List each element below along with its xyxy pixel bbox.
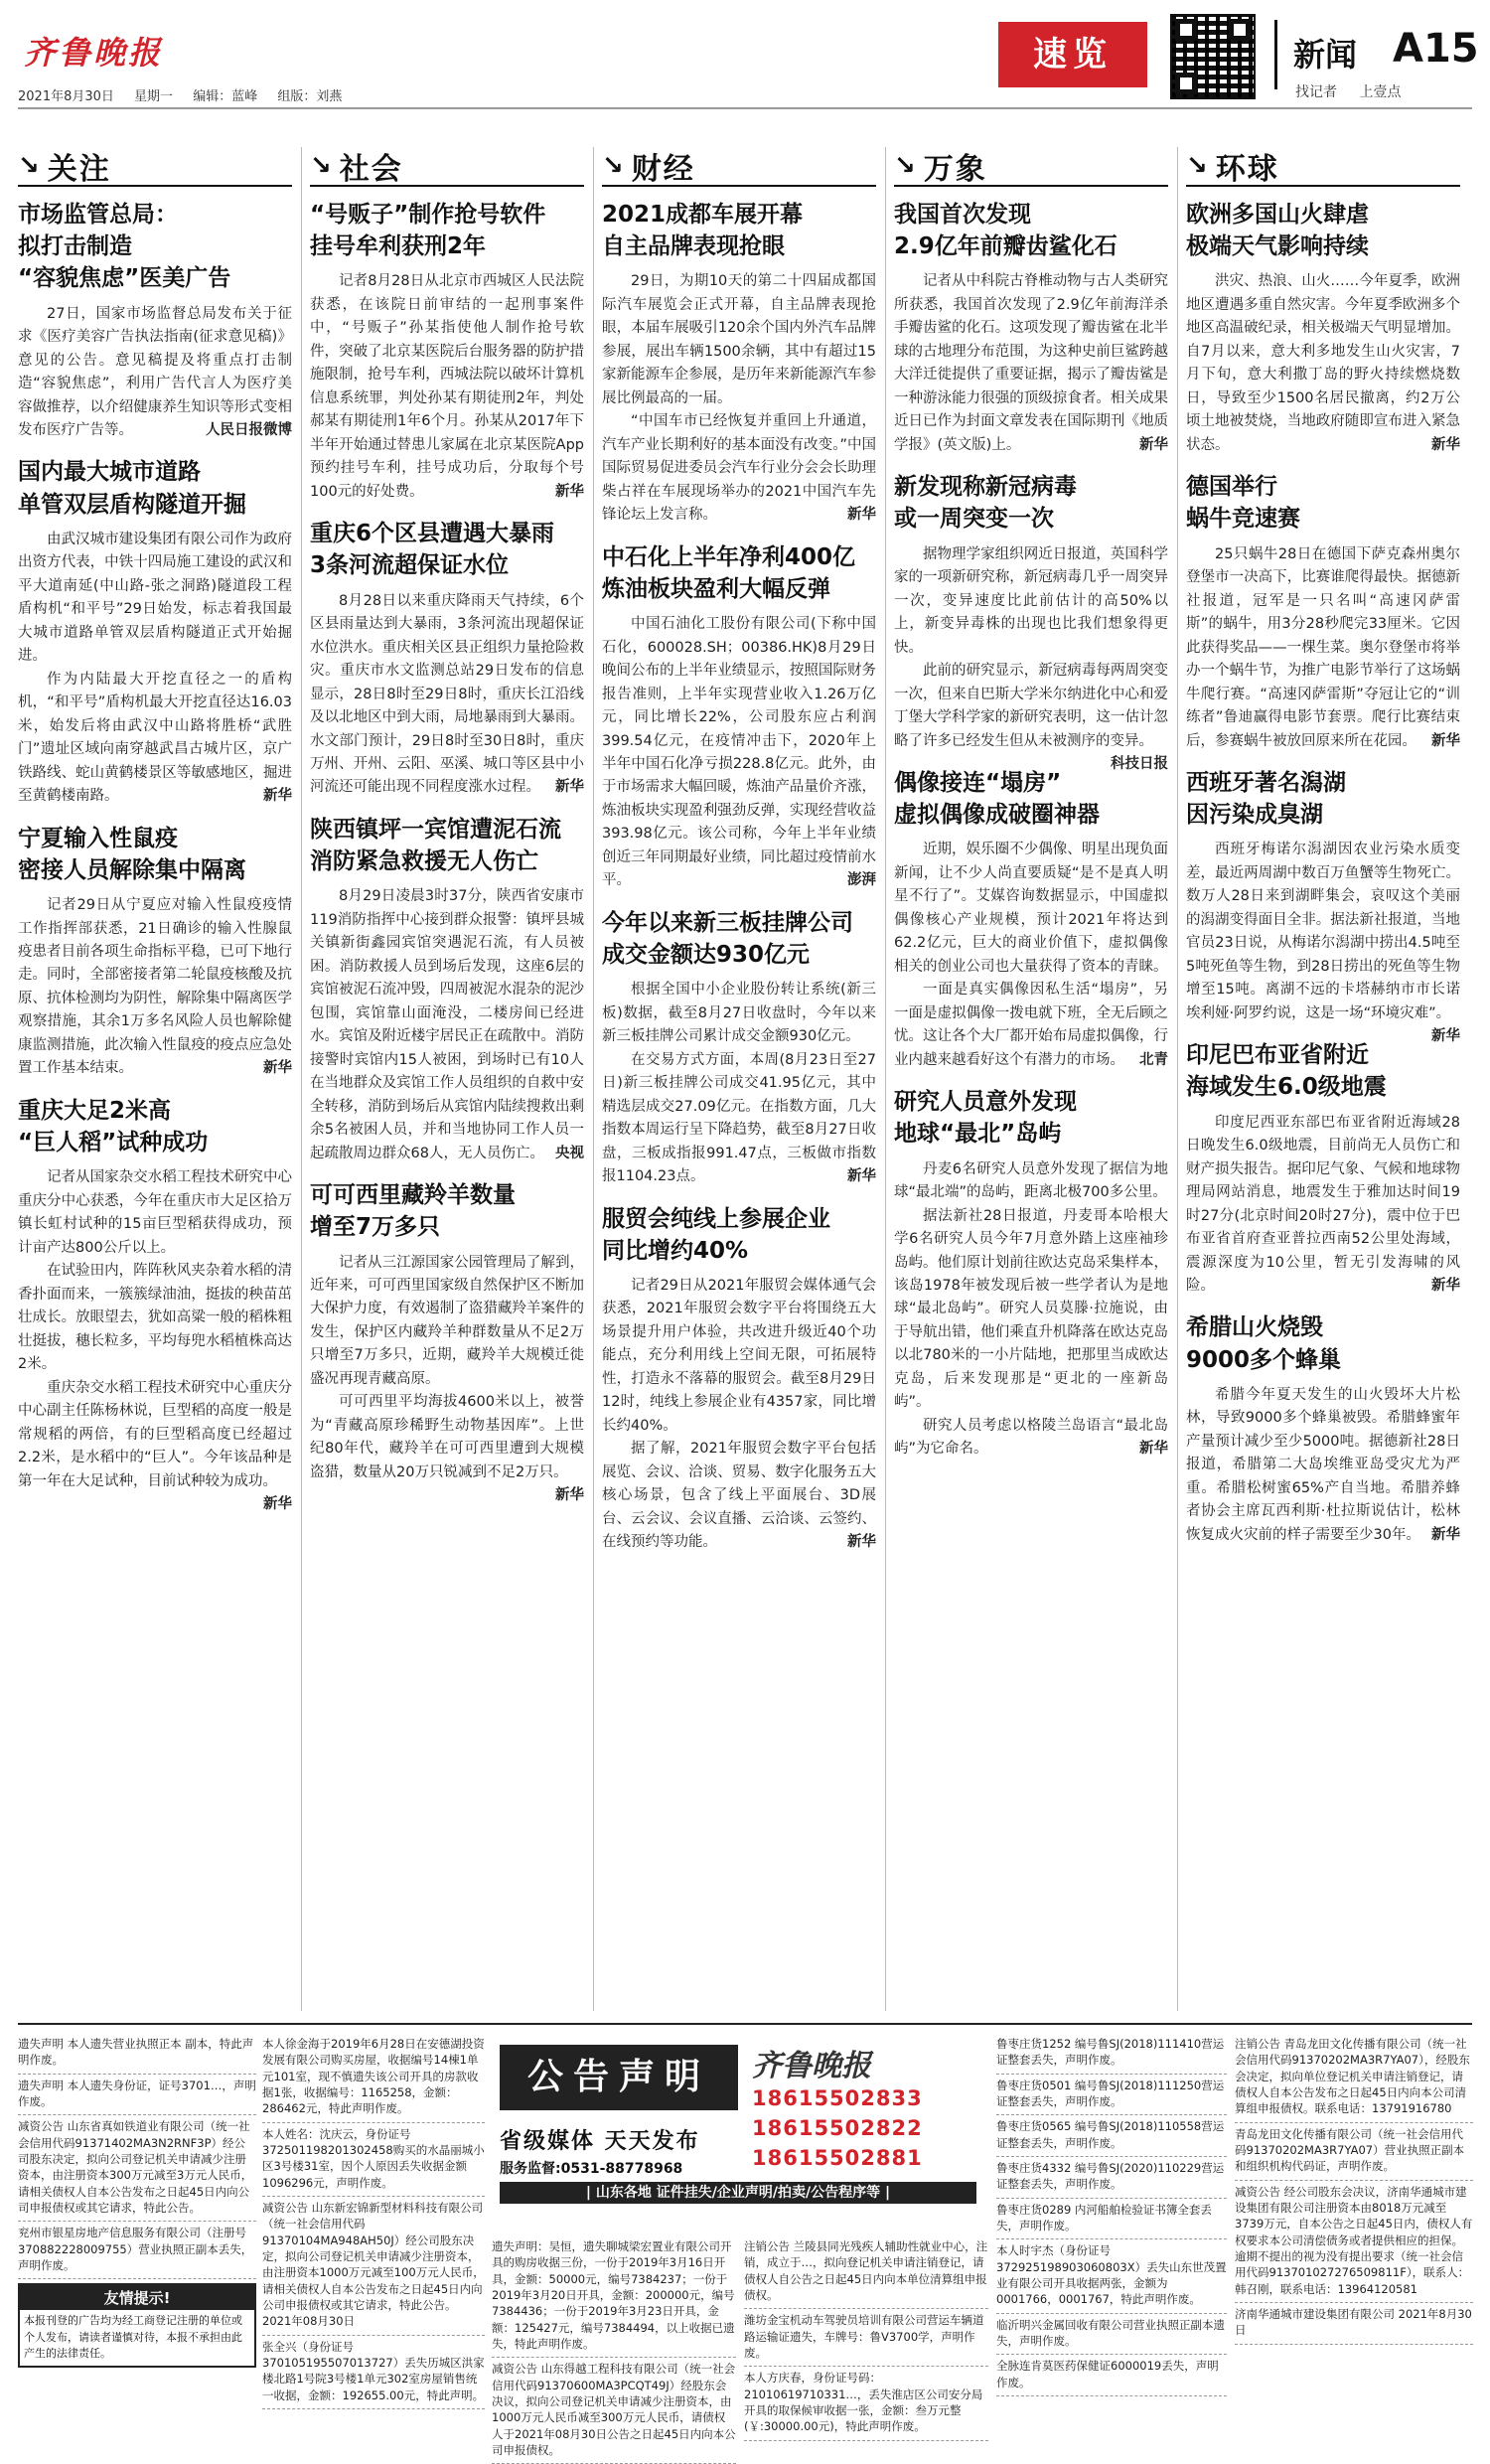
article	[310, 518, 584, 800]
article-paragraph: 印度尼西亚东部巴布亚省附近海域28日晚发生6.0级地震，目前尚无人员伤亡和财产损失报告。据印尼气象、气候和地球物理局网站消息，地震发生于雅加达时间19时27分(北京时间20时27分)，震中位于巴布亚省首府查亚普拉西南52公里处海域，震源深度为10公里，暂无引发海啸的风险。 新华	[1186, 1112, 1460, 1299]
article-source: 新华	[1431, 436, 1460, 453]
article-source: 新华	[555, 483, 584, 500]
article-paragraph: 25只蜗牛28日在德国下萨克森州奥尔登堡市一决高下，比赛谁爬得最快。据德新社报道，冠军是一只名叫“高速冈萨雷斯”的蜗牛，用3分28秒爬完33厘米。它因此获得奖品——一棵生菜。奥尔登堡市将举办一个蜗牛节，为推广电影节举行了这场蜗牛爬行赛。“高速冈萨雷斯”夺冠让它的“训练者”鲁迪赢得电影节套票。爬行比赛结束后，参赛蜗牛被放回原来所在花园。 新华	[1186, 543, 1460, 753]
qr-code-icon[interactable]	[1170, 14, 1256, 99]
classified-ad: 青岛龙田文化传播有限公司（统一社会信用代码91370202MA3R7YA07）营业执照正副本和组织机构代码证，声明作废。	[1235, 2123, 1473, 2181]
classified-ad: 临沂明兴金属回收有限公司营业执照正副本遗失，声明作废。	[996, 2314, 1227, 2356]
article-paragraph: 记者从三江源国家公园管理局了解到，近年来，可可西里国家级自然保护区不断加大保护力度，有效遏制了盗猎藏羚羊案件的发生，保护区内藏羚羊种群数量从不足2万只增至7万多只，近期，藏羚羊大规模迁徙盛况再现青藏高原。	[310, 1254, 584, 1387]
classified-col-3	[492, 2235, 736, 2457]
article-paragraph: 西班牙梅诺尔潟湖因农业污染水质变差，最近两周湖中数百万鱼蟹等生物死亡。数万人28日来到湖畔集会，哀叹这个美丽的潟湖变得面目全非。据法新社报道，当地官员23日说，从梅诺尔潟湖中捞出4.5吨至5吨死鱼等生物，到28日捞出的死鱼等生物增至15吨。离湖不远的卡塔赫纳市市长诺埃利娅·阿罗约说，这是一场“环境灾难”。 新华	[1186, 839, 1460, 1025]
article-headline[interactable]: 西班牙著名潟湖 因污染成臭湖	[1186, 769, 1346, 829]
tips-body: 本报刊登的广告均为经工商登记注册的单位或个人发布，请读者谨慎对待，本报不承担由此产生的法律责任。	[24, 2314, 242, 2361]
classified-ad: 本人姓名：沈庆云，身份证号372501198201302458购买的水晶丽城小区3号楼31室，因个人原因丢失收据金额1096296元，声明作废。	[262, 2123, 485, 2197]
column-header	[894, 147, 1168, 187]
article-headline[interactable]: 国内最大城市道路 单管双层盾构隧道开掘	[18, 459, 246, 518]
article-paragraph: 根据全国中小企业股份转让系统(新三板)数据，截至8月27日收盘时，今年以来新三板挂牌公司累计成交金额930亿元。	[602, 982, 876, 1045]
article	[894, 767, 1168, 1072]
article	[1186, 1311, 1460, 1547]
article-paragraph: 一面是真实偶像因私生活“塌房”，另一面是虚拟偶像一拨电就下班，全无后顾之忧。这让各个大厂都开始布局虚拟偶像，行业内越来越看好这个有潜力的市场。 北青	[894, 979, 1168, 1072]
article	[310, 199, 584, 504]
classified-ad: 潍坊金宝机动车驾驶员培训有限公司营运车辆道路运输证遗失，车牌号：鲁V3700学，声明作废。	[744, 2309, 988, 2367]
announcement-slogan: 省级媒体 天天发布	[500, 2129, 700, 2154]
column-header	[310, 147, 584, 187]
article-headline[interactable]: 服贸会纯线上参展企业 同比增约40%	[602, 1205, 830, 1264]
article-source: 新华	[847, 1534, 876, 1551]
article-paragraph: 27日，国家市场监督总局发布关于征求《医疗美容广告执法指南(征求意见稿)》意见的公告。意见稿提及将重点打击制造“容貌焦虑”，利用广告代言人为医疗美容做推荐，以介绍健康养生知识等形式变相发布医疗广告等。 人民日报微博	[18, 303, 292, 443]
article-headline[interactable]: 希腊山火烧毁 9000多个蜂巢	[1186, 1314, 1342, 1373]
date-bar	[18, 85, 358, 104]
article-paragraph: “中国车市已经恢复并重回上升通道，汽车产业长期利好的基本面没有改变。”中国国际贸易促进委员会汽车行业分会会长助理柴占祥在车展现场举办的2021中国汽车先锋论坛上发言称。 新华	[602, 410, 876, 527]
article	[18, 823, 292, 1081]
article-paragraph: 洪灾、热浪、山火……今年夏季，欧洲地区遭遇多重自然灾害。今年夏季欧洲多个地区高温破纪录，相关极端天气明显增加。自7月以来，意大利多地发生山火灾害，7月下旬，意大利撒丁岛的野火持续燃烧数日，导致至少1500名居民撤离，约2万公顷土地被焚烧，当地政府随即宣布进入紧急状态。 新华	[1186, 270, 1460, 457]
article-paragraph: 记者8月28日从北京市西城区人民法院获悉，在该院日前审结的一起刑事案件中，“号贩子”孙某指使他人制作抢号软件，突破了北京某医院后台服务器的防护措施限制，抢号车利，西城法院以破坏计算机信息系统罪，判处孙某有期徒刑2年，判处郝某有期徒刑1年6个月。孙某从2017年下半年开始通过替患儿家属在北京某医院App预约挂号车利，挂号成功后，分取每个号100元的好处费。 新华	[310, 270, 584, 504]
classified-col-6	[1235, 2033, 1473, 2394]
article-source: 北青	[1139, 1051, 1168, 1068]
article-headline[interactable]: 中石化上半年净利400亿 炼油板块盈利大幅反弹	[602, 543, 856, 602]
weekday: 星期一	[134, 89, 174, 104]
article-source: 新华	[263, 1496, 292, 1513]
column-title: 社会	[339, 152, 403, 187]
arrow-icon: ↘	[18, 151, 40, 181]
classified-col-4	[744, 2235, 988, 2434]
classified-ad: 本人时宇杰（身份证号372925198903060803X）丢失山东世茂置业有限公司开具收据两张，金额为0001766，0001767，特此声明作废。	[996, 2239, 1227, 2313]
phone-3[interactable]: 18615502881	[752, 2146, 923, 2170]
article-source: 新华	[555, 779, 584, 796]
issue-date: 2021年8月30日	[18, 89, 114, 104]
article-headline[interactable]: 2021成都车展开幕 自主品牌表现抢眼	[602, 202, 804, 260]
classified-col-1	[18, 2033, 256, 2394]
article-paragraph: 此前的研究显示，新冠病毒每两周突变一次，但来自巴斯大学米尔纳进化中心和爱丁堡大学科学家的新研究表明，这一估计忽略了许多已经发生但从未被测序的变异。 科技日报	[894, 660, 1168, 753]
arrow-icon: ↘	[894, 151, 916, 181]
column-4	[894, 147, 1168, 2011]
announcement-logo: 齐鲁晚报	[752, 2049, 871, 2083]
article-source: 新华	[263, 788, 292, 805]
article-source: 新华	[1431, 732, 1460, 749]
article-paragraph: 近期，娱乐圈不少偶像、明星出现负面新闻，让不少人尚直要质疑“是不是真人明星不行了”。艾媒咨询数据显示，中国虚拟偶像核心产业规模，预计2021年将达到62.2亿元，巨大的商业价值下，虚拟偶像相关的创业公司也大量获得了资本的青睐。	[894, 842, 1168, 975]
article	[1186, 767, 1460, 1045]
article-headline[interactable]: 德国举行 蜗牛竞速赛	[1186, 474, 1300, 533]
article-paragraph: 研究人员考虑以格陵兰岛语言“最北岛屿”为它命名。 新华	[894, 1415, 1168, 1462]
arrow-icon: ↘	[310, 151, 332, 181]
column-divider	[593, 147, 594, 2011]
newspaper-logo: 齐鲁晚报	[24, 34, 164, 72]
article-paragraph: 中国石油化工股份有限公司(下称中国石化，600028.SH；00386.HK)8月29日晚间公布的上半年业绩显示，按照国际财务报告准则，上半年实现营业收入1.26万亿元，同比增长22%，公司股东应占利润399.54亿元，在疫情冲击下，2020年上半年中国石化净亏损228.8亿元。此外，由于市场需求大幅回暖，炼油产品量价齐涨，炼油板块实现盈利强劲反弹，实现经营收益393.98亿元。该公司称，今年上半年业绩创近三年同期最好业绩，同比超过疫情前水平。 澎湃	[602, 613, 876, 893]
tips-box	[18, 2283, 256, 2368]
article-headline[interactable]: 可可西里藏羚羊数量 增至7万多只	[310, 1182, 516, 1241]
article	[310, 1179, 584, 1504]
arrow-icon: ↘	[602, 151, 624, 181]
article-paragraph: 记者29日从2021年服贸会媒体通气会获悉，2021年服贸会数字平台将围绕五大场景提升用户体验，共改进升级近40个功能点，充分利用线上空间无限，可拓展特性，打造永不落幕的服贸会。截至8月29日12时，纯线上参展企业有4357家，同比增长约40%。	[602, 1278, 876, 1434]
article-source: 新华	[1139, 436, 1168, 453]
article-paragraph: 由武汉城市建设集团有限公司作为政府出资方代表，中铁十四局施工建设的武汉和平大道南延(中山路-张之洞路)隧道段工程盾构机“和平号”29日始发，标志着我国最大城市道路单管双层盾构隧道正式开始掘进。	[18, 531, 292, 665]
column-1	[18, 147, 292, 2011]
article-source: 新华	[263, 1060, 292, 1077]
article-headline[interactable]: 市场监管总局： 拟打击制造 “容貌焦虑”医美广告	[18, 202, 231, 292]
column-title: 财经	[631, 152, 695, 187]
article-headline[interactable]: “号贩子”制作抢号软件 挂号牟利获刑2年	[310, 202, 546, 260]
article-paragraph: 希腊今年夏天发生的山火毁坏大片松林，导致9000多个蜂巢被毁。希腊蜂蜜年产量预计减少至少5000吨。据德新社28日报道，希腊第二大岛埃维亚岛受灾尤为严重。希腊松树蜜65%产自当地。希腊养蜂者协会主席瓦西利斯·杜拉斯说估计，松林恢复成火灾前的样子需要至少30年。 新华	[1186, 1384, 1460, 1547]
article-source: 新华	[1431, 1028, 1460, 1045]
section-banner: 速览	[998, 22, 1147, 87]
article-headline[interactable]: 宁夏输入性鼠疫 密接人员解除集中隔离	[18, 825, 246, 883]
article-headline[interactable]: 欧洲多国山火肆虐 极端天气影响持续	[1186, 202, 1369, 260]
article	[894, 199, 1168, 457]
article-source: 新华	[1139, 1441, 1168, 1458]
classified-ad: 减资公告 山东省真如铁道业有限公司（统一社会信用代码91371402MA3N2RNF3P）经公司股东决定，拟向公司登记机关申请减少注册资本，由注册资本300万元减至3万元人民币，请相关债权人自本公告发布之日起45日内向公司申报债权或其它请求，特此公告。	[18, 2115, 256, 2222]
classified-ad: 鲁枣庄货0289 内河船舶检验证书簿全套丢失，声明作废。	[996, 2199, 1227, 2240]
article-headline[interactable]: 研究人员意外发现 地球“最北”岛屿	[894, 1089, 1077, 1148]
classified-ad: 兖州市银星房地产信息服务有限公司（注册号370882228009755）营业执照正副本丢失，声明作废。	[18, 2222, 256, 2279]
classified-ad: 本人方庆春，身份证号码：21010619710331…，丢失淮店区公司安分局开具的取保候审收据一张，金额：叁万元整(￥:30000.00元)，特此声明作废。	[744, 2367, 988, 2440]
article-paragraph: 记者29日从宁夏应对输入性鼠疫疫情工作指挥部获悉，21日确诊的输入性腺鼠疫患者目前各项生命指标平稳，已可下地行走。同时，全部密接者第二轮鼠疫核酸及抗原、抗体检测均为阴性，解除集中隔离医学观察措施，其余1万多名风险人员也解除健康监测措施，此次输入性鼠疫的疫点应急处置工作基本结束。 新华	[18, 894, 292, 1081]
classified-ad: 遗失声明 本人遗失身份证，证号3701…，声明作废。	[18, 2075, 256, 2116]
classified-ad: 遗失声明：吴恒，遗失聊城梁宏置业有限公司开具的购房收据三份，一份于2019年3月16日开具，金额：50000元，编号7384237；一份于2019年3月20日开具，金额：200000元，编号7384436；一份于2019年3月23日开具，金额：125427元，编号7384494，以上收据已遗失，特此声明作废。	[492, 2235, 736, 2358]
article	[1186, 199, 1460, 457]
article-paragraph: 据法新社28日报道，丹麦哥本哈根大学6名研究人员今年7月意外踏上这座袖珍岛屿。他们原计划前往欧达克岛采集样本，该岛1978年被发现后被一些学者认为是地球“最北岛屿”。研究人员莫滕·拉施说，由于导航出错，他们乘直升机降落在欧达克岛以北780米的一小片陆地，把那里当成欧达克岛，后来发现那是“更北的一座新岛屿”。	[894, 1207, 1168, 1411]
article-headline[interactable]: 我国首次发现 2.9亿年前瓣齿鲨化石	[894, 202, 1118, 260]
article	[602, 199, 876, 528]
column-divider	[301, 147, 302, 2011]
column-3	[602, 147, 876, 2011]
column-header	[18, 147, 292, 187]
classified-ad: 鲁枣庄货0501 编号鲁SJ(2018)111250营运证整套丢失，声明作废。	[996, 2075, 1227, 2116]
phone-1[interactable]: 18615502833	[752, 2086, 923, 2110]
article-source: 新华	[555, 1487, 584, 1504]
article-source: 新华	[1431, 1278, 1460, 1294]
announcement-block	[492, 2033, 988, 2232]
designer: 组版：刘燕	[277, 89, 343, 104]
column-divider	[885, 147, 886, 2011]
column-title: 万象	[923, 152, 987, 187]
article	[602, 1203, 876, 1555]
article-headline[interactable]: 新发现称新冠病毒 或一周突变一次	[894, 474, 1077, 533]
classified-ad: 鲁枣庄货0565 编号鲁SJ(2018)110558营运证整套丢失，声明作废。	[996, 2115, 1227, 2157]
article-paragraph: 作为内陆最大开挖直径之一的盾构机，“和平号”盾构机最大开挖直径达16.03米，始发后将由武汉中山路将胜桥“武胜门”遗址区域向南穿越武昌古城片区，京广铁路线、蛇山黄鹤楼景区等敏感地区，掘进至黄鹤楼南路。 新华	[18, 669, 292, 809]
column-header	[1186, 147, 1460, 187]
article-source: 澎湃	[847, 872, 876, 889]
article-source: 新华	[1431, 1526, 1460, 1543]
classified-col-5	[996, 2033, 1227, 2394]
classified-ad: 济南华通城市建设集团有限公司 2021年8月30日	[1235, 2303, 1473, 2345]
article-headline[interactable]: 印尼巴布亚省附近 海域发生6.0级地震	[1186, 1042, 1387, 1101]
column-5	[1186, 147, 1460, 2011]
article-paragraph: 在试验田内，阵阵秋风夹杂着水稻的清香扑面而来，一簇簇绿油油，挺拔的秧苗茁壮成长。放眼望去，犹如高粱一般的稻株粗壮挺拔，穗长粒多，平均每兜水稻植株高达2米。	[18, 1263, 292, 1373]
article-paragraph: 据物理学家组织网近日报道，英国科学家的一项新研究称，新冠病毒几乎一周突异一次，变异速度比此前估计的高50%以上，新变异毒株的出现也比我们想象得更快。	[894, 545, 1168, 656]
editor: 编辑：蓝峰	[193, 89, 258, 104]
article-headline[interactable]: 偶像接连“塌房” 虚拟偶像成破圈神器	[894, 769, 1100, 829]
classified-rule	[18, 2023, 1472, 2025]
column-header	[602, 147, 876, 187]
article	[18, 1095, 292, 1513]
article	[1186, 1039, 1460, 1298]
announcement-banner: 公告声明	[500, 2045, 738, 2110]
article	[18, 456, 292, 808]
article-headline[interactable]: 重庆6个区县遭遇大暴雨 3条河流超保证水位	[310, 521, 555, 579]
article-source: 央视	[555, 1145, 584, 1161]
article-source: 科技日报	[1111, 755, 1168, 772]
article-source: 新华	[847, 1168, 876, 1185]
article	[602, 907, 876, 1189]
article-paragraph: 8月28日以来重庆降雨天气持续，6个区县雨量达到大暴雨，3条河流出现超保证水位洪水。重庆相关区县正组织力量抢险救灾。重庆市水文监测总站29日发布的信息显示，28日8时至29日8时，重庆长江沿线及以北地区中到大雨，局地暴雨到大暴雨。水文部门预计，29日8时至30日8时，重庆万州、开州、云阳、巫溪、城口等区县中小河流还可能出现不同程度涨水过程。 新华	[310, 590, 584, 800]
section-name: 新闻	[1293, 36, 1358, 74]
column-divider	[1177, 147, 1178, 2011]
article	[602, 541, 876, 893]
article-paragraph: 丹麦6名研究人员意外发现了据信为地球“最北端”的岛屿，距离北极700多公里。	[894, 1160, 1168, 1201]
classified-ad: 鲁枣庄货1252 编号鲁SJ(2018)111410营运证整套丢失，声明作废。	[996, 2033, 1227, 2075]
announcement-bar: | 山东各地 证件挂失/企业声明/拍卖/公告程序等 |	[500, 2182, 976, 2204]
column-2	[310, 147, 584, 2011]
divider	[1274, 20, 1277, 89]
classified-ad: 减资公告 山东得越工程科技有限公司（统一社会信用代码91370600MA3PCQT49J）经股东会决议，拟向公司登记机关申请减少注册资本，由1000万元人民币减至300万元人民币，请债权人于2021年08月30日公告之日起45日内向本公司申报债权。	[492, 2358, 736, 2464]
column-title: 环球	[1215, 152, 1279, 187]
masthead-rule	[18, 107, 1472, 109]
article	[894, 1086, 1168, 1462]
article	[18, 199, 292, 442]
article-headline[interactable]: 今年以来新三板挂牌公司 成交金额达930亿元	[602, 909, 853, 969]
column-title: 关注	[47, 152, 111, 187]
hotline: 服务监督:0531-88778968	[500, 2161, 683, 2177]
article-headline[interactable]: 重庆大足2米高 “巨人稻”试种成功	[18, 1097, 209, 1156]
article-paragraph: 29日，为期10天的第二十四届成都国际汽车展览会正式开幕，自主品牌表现抢眼，本届车展吸引120余个国内外汽车品牌参展，展出车辆1500余辆，其中有超过15家新能源车企参展，是历年来新能源汽车参展比例最高的一届。	[602, 273, 876, 406]
classified-ad: 鲁枣庄货4332 编号鲁SJ(2020)110229营运证整套丢失，声明作废。	[996, 2157, 1227, 2199]
article-paragraph: 可可西里平均海拔4600米以上，被誉为“青藏高原珍稀野生动物基因库”。上世纪80年代，藏羚羊在可可西里遭到大规模盗猎，数量从20万只锐减到不足2万只。 新华	[310, 1391, 584, 1484]
article-paragraph: 记者从国家杂交水稻工程技术研究中心重庆分中心获悉，今年在重庆市大足区拾万镇长虹村试种的15亩巨型稻获得成功，预计亩产达800公斤以上。	[18, 1169, 292, 1256]
article-paragraph: 重庆杂交水稻工程技术研究中心重庆分中心副主任陈杨林说，巨型稻的高度一般是常规稻的两倍，有的巨型稻高度已经超过2.2米，是水稻中的“巨人”。今年该品种是第一年在大足试种，目前试种较为成功。 新华	[18, 1377, 292, 1493]
classified-ad: 减资公告 山东新宏锦新型材料科技有限公司（统一社会信用代码91370104MA948AH50J）经公司股东决定，拟向公司登记机关申请减少注册资本，由注册资本1000万元减至100万元人民币，请相关债权人自本公告发布之日起45日内向公司申报债权或其它请求，特此公告。2021年08月30日	[262, 2197, 485, 2336]
classified-ad: 遗失声明 本人遗失营业执照正本 副本，特此声明作废。	[18, 2033, 256, 2075]
article	[894, 471, 1168, 772]
article	[1186, 471, 1460, 753]
arrow-icon: ↘	[1186, 151, 1208, 181]
classified-ad: 全脉连肯莫医药保健证6000019丢失，声明作废。	[996, 2355, 1227, 2396]
article-paragraph: 记者从中科院古脊椎动物与古人类研究所获悉，我国首次发现了2.9亿年前海洋杀手瓣齿鲨的化石。这项发现了瓣齿鲨在北半球的古地理分布范围，为这种史前巨鲨跨越大洋迁徙提供了重要证据，揭示了瓣齿鲨是一种游泳能力很强的顶级掠食者。相关成果近日已作为封面文章发表在国际期刊《地质学报》(英文版)上。 新华	[894, 270, 1168, 457]
classified-col-2	[262, 2033, 485, 2402]
article-source: 人民日报微博	[206, 421, 292, 438]
page-number: A15	[1393, 26, 1479, 72]
article-paragraph: 据了解，2021年服贸会数字平台包括展览、会议、洽谈、贸易、数字化服务五大核心场景，包含了线上平面展台、3D展台、云会议、会议直播、云洽谈、云签约、在线预约等功能。 新华	[602, 1438, 876, 1554]
classified-ad: 注销公告 兰陵县同光残疾人辅助性就业中心，注销，成立于…，拟向登记机关申请注销登记，请债权人自公告之日起45日内向本单位清算组申报债权。	[744, 2235, 988, 2309]
article-headline[interactable]: 陕西镇坪一宾馆遭泥石流 消防紧急救援无人伤亡	[310, 816, 561, 875]
article-paragraph: 8月29日凌晨3时37分，陕西省安康市119消防指挥中心接到群众报警：镇坪县城关镇新街鑫园宾馆突遇泥石流，有人员被困。消防救援人员到场后发现，这座6层的宾馆被泥石流冲毁，四周被泥水混杂的泥沙包围，宾馆靠山面淹没，二楼房间已经进水。宾馆及附近楼宇居民正在疏散中。消防接警时宾馆内15人被困，到场时已有10人在当地群众及宾馆工作人员组织的自救中安全转移，消防到场后从宾馆内陆续搜救出剩余5名被困人员，并和当地协同工作人员一起疏散周边群众68人，无人员伤亡。 央视	[310, 885, 584, 1165]
classified-ad: 注销公告 青岛龙田文化传播有限公司（统一社会信用代码91370202MA3R7YA07），经股东会决定，拟向单位登记机关申请注销登记，请债权人自本公告发布之日起45日内向本公司清算组申报债权。联系电话：13791916780	[1235, 2033, 1473, 2123]
article	[310, 814, 584, 1165]
phone-2[interactable]: 18615502822	[752, 2116, 923, 2140]
article-source: 新华	[847, 507, 876, 524]
classified-ad: 本人徐金海于2019年6月28日在安德湖投资发展有限公司购买房屋，收据编号14棟1单元101室，现不慎遗失该公司开具的房款收据1张，收据编号：1165258，金额：286462元，特此声明作废。	[262, 2033, 485, 2123]
tips-title: 友情提示!	[20, 2285, 254, 2310]
reporters-tagline: 找记者 上壹点	[1295, 84, 1402, 100]
article-paragraph: 在交易方式方面，本周(8月23日至27日)新三板挂牌公司成交41.95亿元，其中精选层成交27.09亿元。在指数方面，几大指数本周运行呈下降趋势，截至8月27日收盘，三板成指报991.47点，三板做市指数报1104.23点。 新华	[602, 1049, 876, 1189]
classified-ad: 张全兴（身份证号370105195507013727）丢失历城区洪家楼北路1号院3号楼1单元302室房屋销售统一收据，金额：192655.00元，特此声明。	[262, 2336, 485, 2409]
classified-ad: 减资公告 经公司股东会决议，济南华通城市建设集团有限公司注册资本由8018万元减至3739万元，自本公告之日起45日内，债权人有权要求本公司清偿债务或者提供相应的担保。逾期不提出的视为没有提出要求（统一社会信用代码913701027276509811F），联系人：韩召刚，联系电话：13964120581	[1235, 2181, 1473, 2303]
masthead	[0, 0, 1490, 104]
